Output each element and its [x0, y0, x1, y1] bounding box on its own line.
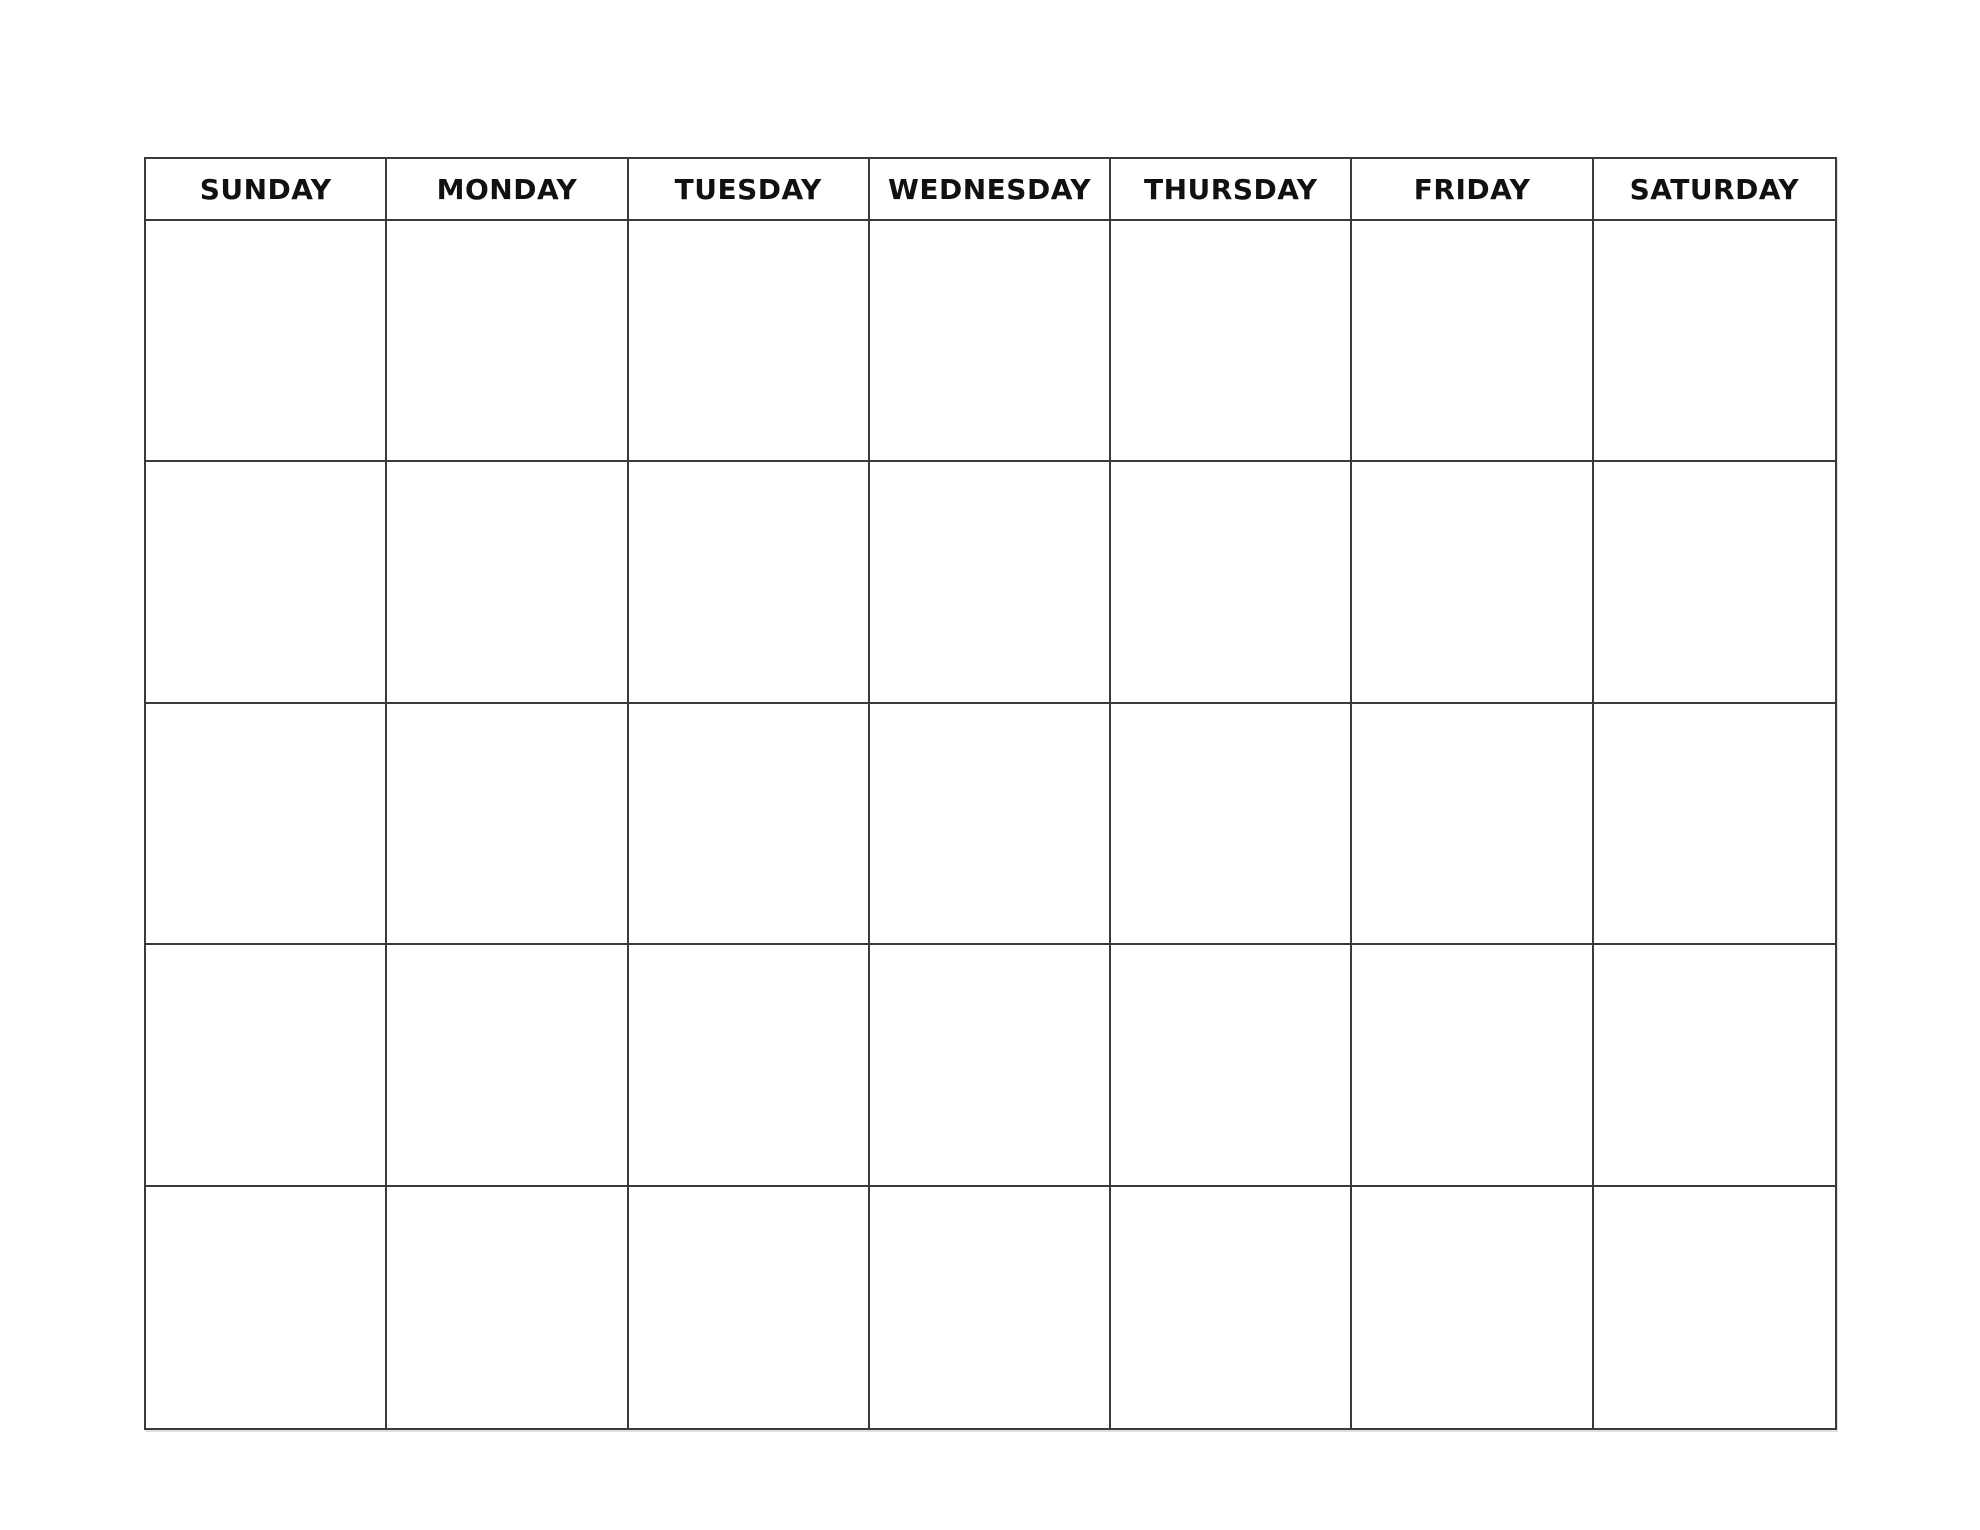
calendar-cell: [629, 221, 870, 462]
day-header-monday: MONDAY: [387, 159, 628, 221]
calendar-cell: [870, 462, 1111, 703]
calendar-cell: [1111, 462, 1352, 703]
calendar-cell: [629, 1187, 870, 1428]
calendar-cell: [146, 462, 387, 703]
calendar-cell: [1352, 704, 1593, 945]
calendar-cell: [1352, 945, 1593, 1186]
calendar-cell: [1352, 462, 1593, 703]
day-header-friday: FRIDAY: [1352, 159, 1593, 221]
day-header-tuesday: TUESDAY: [629, 159, 870, 221]
calendar-cell: [870, 1187, 1111, 1428]
calendar-cell: [1594, 462, 1835, 703]
calendar-cell: [1111, 221, 1352, 462]
calendar-cell: [146, 704, 387, 945]
calendar-cell: [387, 1187, 628, 1428]
calendar-cell: [629, 704, 870, 945]
calendar-cell: [1594, 1187, 1835, 1428]
day-header-wednesday: WEDNESDAY: [870, 159, 1111, 221]
calendar-cell: [870, 945, 1111, 1186]
calendar-cell: [387, 462, 628, 703]
day-header-saturday: SATURDAY: [1594, 159, 1835, 221]
calendar-cell: [146, 1187, 387, 1428]
calendar-cell: [1111, 945, 1352, 1186]
calendar-cell: [870, 704, 1111, 945]
day-header-thursday: THURSDAY: [1111, 159, 1352, 221]
calendar-grid: [144, 157, 1837, 1430]
calendar-cell: [146, 945, 387, 1186]
calendar-cell: [387, 221, 628, 462]
calendar-cell: [1352, 1187, 1593, 1428]
calendar-cell: [629, 462, 870, 703]
calendar-cell: [387, 945, 628, 1186]
calendar-cell: [387, 704, 628, 945]
calendar-cell: [1594, 221, 1835, 462]
day-header-sunday: SUNDAY: [146, 159, 387, 221]
calendar-cell: [870, 221, 1111, 462]
calendar-cell: [1594, 704, 1835, 945]
calendar-cell: [1594, 945, 1835, 1186]
calendar-cell: [1111, 704, 1352, 945]
calendar-cell: [1352, 221, 1593, 462]
calendar-cell: [629, 945, 870, 1186]
calendar-cell: [146, 221, 387, 462]
calendar-cell: [1111, 1187, 1352, 1428]
